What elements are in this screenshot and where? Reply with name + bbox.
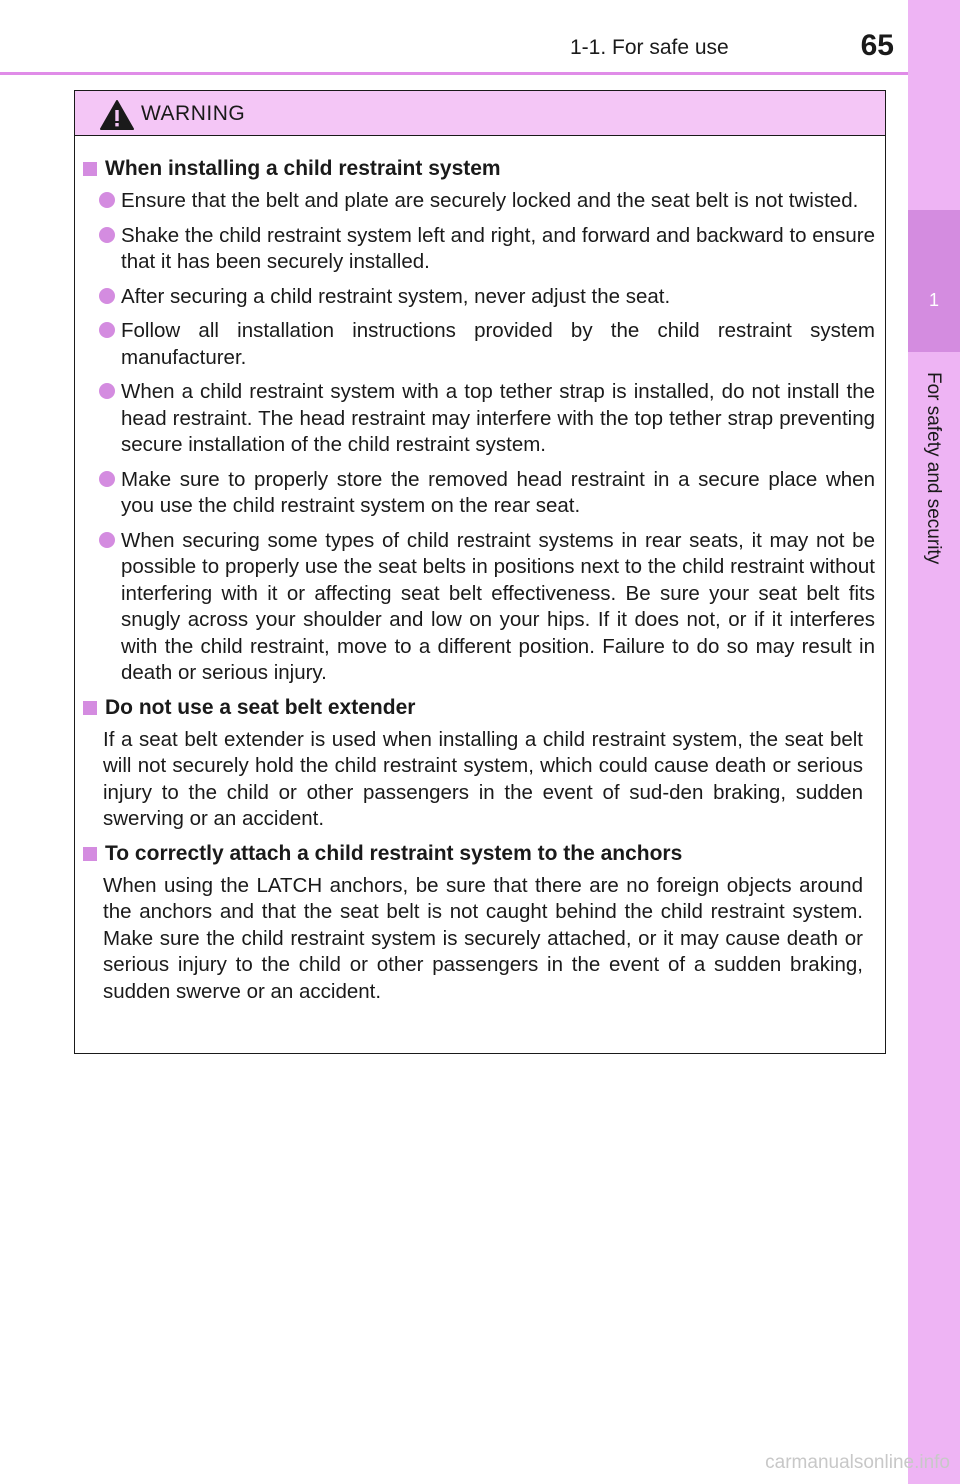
circle-bullet-icon (99, 383, 115, 399)
list-item-text: After securing a child restraint system, never adjust the seat. (121, 284, 671, 308)
list-item (99, 284, 875, 311)
list-item-text: When a child restraint system with a top tether strap is installed, do not install the head restraint. The head restraint may interfere with the top tether strap preventing secure installation of the child restraint system. (121, 380, 875, 456)
section-heading (83, 695, 875, 721)
warning-body (75, 136, 885, 1005)
section-title: 1-1. For safe use (570, 36, 729, 59)
watermark: carmanualsonline.info (765, 1452, 950, 1473)
list-item (99, 528, 875, 687)
chapter-number: 1 (928, 290, 939, 310)
warning-header (75, 91, 885, 136)
chapter-side-tab (908, 0, 960, 1484)
section-heading-text: To correctly attach a child restraint system to the anchors (105, 841, 683, 865)
list-item-text: Ensure that the belt and plate are securely locked and the seat belt is not twisted. (121, 189, 859, 212)
list-item-text: Shake the child restraint system left and right, and forward and backward to ensure that it has been securely installed. (121, 223, 875, 273)
section-paragraph: If a seat belt extender is used when installing a child restraint system, the seat belt will not securely hold the child restraint system, which could cause death or serious injury to the child or other passengers in the event of sud-den braking, sudden swerving or an accident. (103, 727, 863, 830)
chapter-number-box (908, 210, 960, 352)
list-item (99, 379, 875, 459)
circle-bullet-icon (99, 288, 115, 304)
list-item (99, 223, 875, 276)
page-number: 65 (860, 29, 894, 62)
square-bullet-icon (83, 162, 97, 176)
section-heading (83, 841, 875, 867)
section-heading (83, 156, 875, 182)
square-bullet-icon (83, 847, 97, 861)
list-item-text: When securing some types of child restraint systems in rear seats, it may not be possible to properly use the seat belts in positions next to the child restraint without interfering with it or affecting seat belt effectiveness. Be sure your seat belt fits snugly across your shoulder and low on your hips. If it does not, or if it interferes with the child restraint, move to a different position. Failure to do so may result in death or serious injury. (121, 528, 875, 684)
list-item-text: Follow all installation instructions provided by the child restraint system manufacturer. (121, 319, 875, 369)
warning-label: WARNING (141, 102, 246, 125)
list-item (99, 188, 875, 215)
circle-bullet-icon (99, 322, 115, 338)
chapter-label: For safety and security (923, 372, 944, 565)
header-rule (0, 72, 908, 75)
section-heading-text: Do not use a seat belt extender (105, 695, 416, 719)
square-bullet-icon (83, 701, 97, 715)
circle-bullet-icon (99, 227, 115, 243)
list-item (99, 467, 875, 520)
list-item-text: Make sure to properly store the removed head restraint in a secure place when you use the child restraint system on the rear seat. (121, 467, 875, 517)
warning-box (74, 90, 886, 1054)
section-heading-text: When installing a child restraint system (105, 157, 501, 180)
list-item (99, 318, 875, 371)
circle-bullet-icon (99, 192, 115, 208)
section-paragraph: When using the LATCH anchors, be sure that there are no foreign objects around the anchors and that the seat belt is not caught behind the child restraint system. Make sure the child restraint system is securely attached, or it may cause death or serious injury to the child or other passengers in the event of a sudden braking, sudden swerve or an accident. (103, 873, 863, 1003)
circle-bullet-icon (99, 471, 115, 487)
warning-triangle-icon (99, 99, 135, 131)
circle-bullet-icon (99, 532, 115, 548)
